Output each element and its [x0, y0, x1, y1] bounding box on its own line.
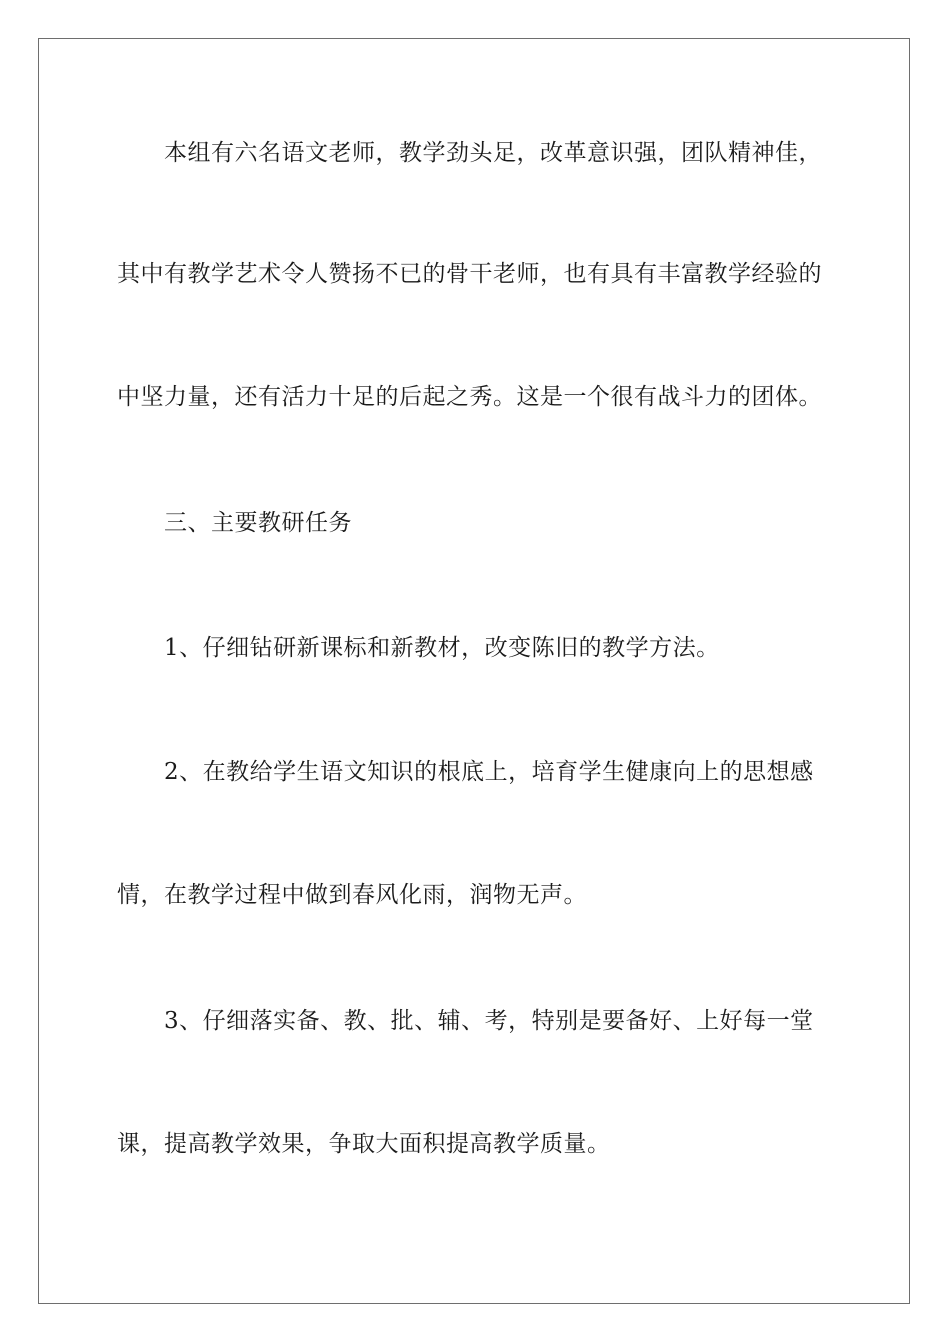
paragraph-line-1: 本组有六名语文老师，教学劲头足，改革意识强，团队精神佳， [164, 140, 822, 166]
paragraph-line-2: 其中有教学艺术令人赞扬不已的骨干老师，也有具有丰富教学经验的 [117, 261, 822, 287]
list-item-1: 1、仔细钻研新课标和新教材，改变陈旧的教学方法。 [164, 635, 720, 661]
list-item-2-line-1: 2、在教给学生语文知识的根底上，培育学生健康向上的思想感 [164, 759, 814, 785]
page-border [38, 38, 910, 1304]
list-item-3-line-1: 3、仔细落实备、教、批、辅、考，特别是要备好、上好每一堂 [164, 1008, 814, 1034]
list-item-3-line-2: 课，提高教学效果，争取大面积提高教学质量。 [117, 1131, 611, 1157]
paragraph-line-3: 中坚力量，还有活力十足的后起之秀。这是一个很有战斗力的团体。 [117, 384, 822, 410]
section-heading: 三、主要教研任务 [164, 510, 352, 536]
list-item-2-line-2: 情，在教学过程中做到春风化雨，润物无声。 [117, 882, 587, 908]
